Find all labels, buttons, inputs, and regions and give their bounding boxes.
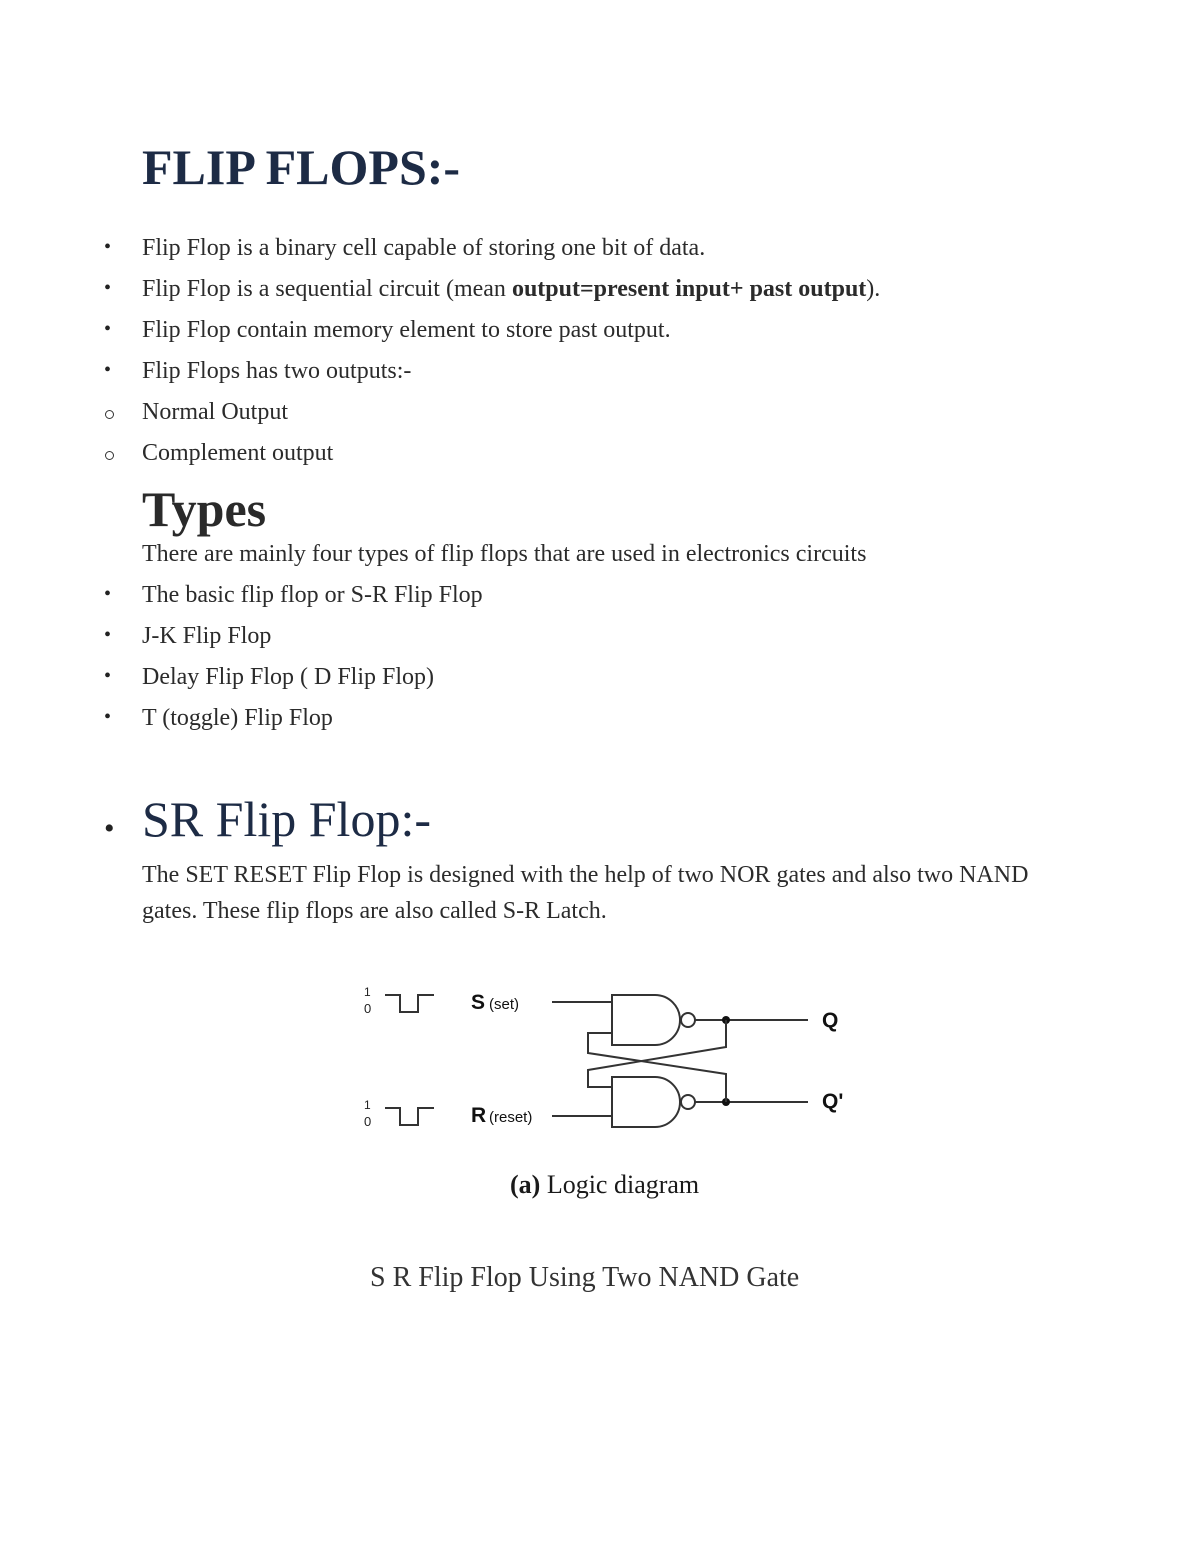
diagram-caption-text: Logic diagram: [546, 1170, 700, 1199]
bullet-dot: •: [104, 624, 112, 646]
types-heading: Types: [142, 481, 267, 537]
nand-gate-top: [612, 995, 680, 1045]
types-item-4: T (toggle) Flip Flop: [142, 705, 333, 731]
intro-bullet-2: [142, 275, 880, 304]
pulse-low-label-top: 0: [364, 1001, 372, 1016]
intro-bullet-3: Flip Flop contain memory element to store past output.: [142, 317, 671, 343]
reset-input-sub: (reset): [489, 1109, 533, 1126]
intro-bullet-1: Flip Flop is a binary cell capable of storing one bit of data.: [142, 235, 706, 261]
reset-input-label: R: [471, 1104, 487, 1127]
page-title: FLIP FLOPS:-: [142, 139, 461, 195]
types-item-1: The basic flip flop or S-R Flip Flop: [142, 582, 483, 608]
bullet-dot: •: [104, 583, 112, 605]
intro-bullet-2-prefix: Flip Flop is a sequential circuit (mean: [142, 276, 512, 302]
nand-bubble-top: [681, 1013, 695, 1027]
pulse-high-label-bottom: 1: [364, 1098, 371, 1112]
output-subitem-1: Normal Output: [142, 399, 288, 425]
nand-gate-bottom: [612, 1077, 680, 1127]
diagram-caption-prefix: (a): [510, 1170, 541, 1199]
set-input-label: S: [471, 991, 486, 1014]
types-intro: There are mainly four types of flip flops that are used in electronics circuits: [142, 541, 867, 567]
nand-bubble-bottom: [681, 1095, 695, 1109]
intro-bullet-2-suffix: ).: [866, 276, 881, 302]
diagram-caption: [510, 1170, 699, 1200]
types-item-3: Delay Flip Flop ( D Flip Flop): [142, 664, 435, 690]
sub-bullet-circle: [105, 410, 114, 419]
bullet-dot: •: [104, 236, 112, 258]
qbar-output-label: Q': [822, 1090, 844, 1113]
sr-paragraph: The SET RESET Flip Flop is designed with the help of two NOR gates and also two NAND gates. These flip flops are also called S-R Latch.: [142, 862, 1029, 924]
intro-bullet-2-bold: output=present input+ past output: [511, 276, 867, 302]
bullet-dot: •: [104, 359, 112, 381]
intro-bullet-4: Flip Flops has two outputs:-: [142, 358, 412, 384]
sr-heading: SR Flip Flop:-: [142, 791, 431, 847]
bullet-dot: •: [104, 812, 115, 845]
bullet-dot: •: [104, 665, 112, 687]
types-item-2: J-K Flip Flop: [142, 623, 272, 649]
sub-bullet-circle: [105, 451, 114, 460]
pulse-waveform-bottom: [385, 1108, 434, 1125]
bullet-dot: •: [104, 706, 112, 728]
pulse-low-label-bottom: 0: [364, 1114, 372, 1129]
q-output-label: Q: [822, 1009, 839, 1032]
set-input-sub: (set): [489, 996, 519, 1013]
figure-caption: S R Flip Flop Using Two NAND Gate: [370, 1262, 800, 1293]
bullet-dot: •: [104, 318, 112, 340]
output-subitem-2: Complement output: [142, 440, 334, 466]
bullet-dot: •: [104, 277, 112, 299]
pulse-high-label-top: 1: [364, 985, 371, 999]
pulse-waveform-top: [385, 995, 434, 1012]
